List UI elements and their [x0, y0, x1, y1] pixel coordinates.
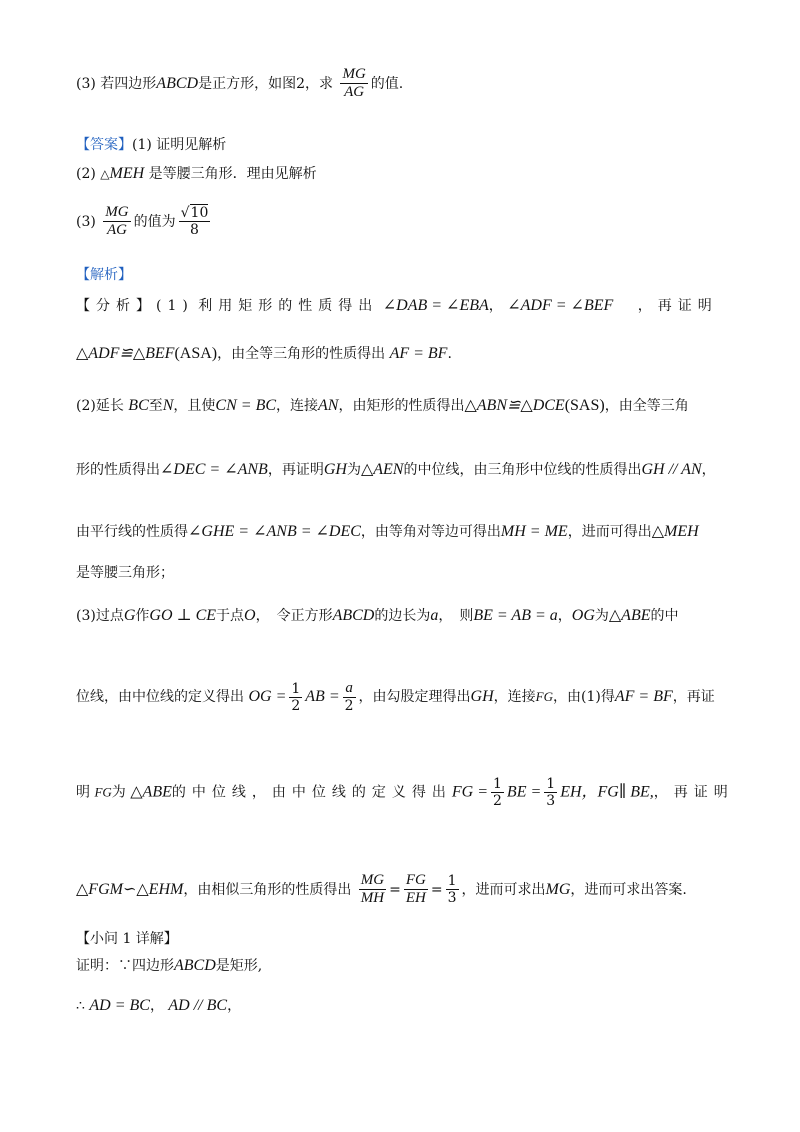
text: 为 — [594, 608, 609, 624]
abcd: ABCD — [332, 607, 375, 624]
q3-text: 是正方形，如图 — [198, 75, 297, 92]
text: 由平行线的性质得 — [76, 524, 188, 540]
answer-label — [76, 138, 226, 152]
numerator: MG — [359, 872, 386, 890]
a: a — [430, 607, 439, 624]
tri: △ABE — [608, 607, 651, 624]
expr: △ADF≌△BEF — [76, 345, 175, 362]
text: ， 令正方形 — [255, 608, 333, 624]
g: G — [123, 607, 136, 624]
fg: FG — [94, 784, 112, 800]
analysis-p4 — [76, 462, 716, 478]
text: 形的性质得出 — [76, 462, 160, 478]
therefore: ∴ — [76, 998, 85, 1014]
denominator: 2 — [291, 697, 301, 714]
equals: = — [430, 881, 443, 898]
fg: FG = — [451, 783, 488, 801]
text: ， — [227, 998, 242, 1014]
text: ，由相似三角形的性质得出 — [183, 881, 352, 898]
text: 的中位线，由三角形中位线的性质得出 — [403, 462, 642, 478]
text: . — [447, 346, 452, 362]
text: ，由勾股定理得出 — [358, 689, 471, 706]
analysis-p8 — [76, 680, 715, 714]
expr: CN = BC — [215, 397, 277, 414]
sas: (SAS) — [564, 397, 605, 414]
text: 的边长为 — [374, 608, 431, 624]
expr: GO ⊥ CE — [149, 607, 217, 624]
mg-mh-fraction — [359, 872, 386, 908]
numerator: 1 — [493, 776, 502, 792]
text: ， — [701, 462, 716, 478]
text: ， 则 — [438, 608, 474, 624]
answer-2-text: 是等腰三角形．理由见解析 — [148, 166, 317, 182]
answer-3-fraction — [103, 204, 130, 240]
expr: △ABN≌△DCE — [464, 397, 565, 414]
numerator: 1 — [546, 776, 556, 792]
text: ，进而可求出 — [461, 881, 546, 898]
expr: ∠ADF = ∠BEF — [507, 297, 614, 314]
text: ，进而可得出 — [567, 524, 652, 540]
q3-number: (3) — [76, 75, 96, 92]
a-half-fraction — [343, 680, 356, 714]
text: 证明：∵四边形 — [76, 958, 174, 974]
text: 延长 — [95, 398, 124, 414]
q3-fig-number: 2 — [296, 75, 305, 92]
detail-1-line-1 — [76, 958, 262, 974]
analysis-p6: 是等腰三角形； — [76, 565, 174, 581]
denominator: 3 — [447, 890, 457, 907]
expr: AF = BF — [389, 345, 448, 362]
answer-2 — [76, 166, 317, 182]
text: ，由全等三角 — [604, 398, 689, 414]
text: 至 — [148, 398, 163, 414]
denominator: MH — [360, 890, 385, 907]
text: 利用矩形的性质得出 — [198, 298, 379, 314]
answer-label-text: 【答案】 — [76, 137, 132, 153]
analysis-p1 — [76, 298, 718, 314]
expr: MH = ME — [500, 523, 568, 540]
q3-text: 若四边形 — [100, 75, 157, 92]
third-fraction — [544, 776, 557, 809]
triangle-symbol: △ — [100, 167, 110, 181]
text: ，连接 — [276, 398, 319, 414]
numerator: FG — [404, 872, 428, 890]
denominator: 2 — [344, 698, 354, 715]
text: ，由全等三角形的性质得出 — [217, 346, 386, 362]
expr: BE = AB = a — [473, 607, 558, 624]
sqrt-numerator: √10 — [180, 205, 209, 222]
text: ， — [488, 298, 503, 314]
answer-3-value — [179, 205, 211, 238]
text: 为 — [346, 462, 361, 478]
text: ，连接 — [493, 689, 536, 706]
answer-3 — [76, 204, 213, 240]
denominator: AG — [106, 222, 127, 239]
answer-3-text: 的值为 — [133, 213, 176, 230]
asa: (ASA) — [174, 345, 218, 362]
q3-line — [76, 66, 403, 102]
equals: = — [389, 881, 401, 898]
part-number: (3) — [76, 608, 96, 624]
text: 明 — [76, 784, 90, 801]
analysis-p7 — [76, 608, 679, 624]
numerator: 1 — [291, 680, 301, 697]
analysis-p2 — [76, 346, 452, 362]
text: 的中 — [650, 608, 679, 624]
part-number: (1) — [156, 298, 194, 314]
og: OG — [571, 607, 595, 624]
fg-eh-fraction — [404, 872, 428, 908]
gh: GH — [323, 461, 347, 478]
tri: △MEH — [651, 523, 699, 540]
expr: GH // AN — [641, 461, 702, 478]
half-fraction — [289, 681, 302, 714]
be: BE = — [506, 783, 542, 801]
bc: BC — [128, 397, 149, 414]
text: ， — [149, 998, 164, 1014]
denominator: AG — [344, 84, 365, 101]
expr: ∠DEC = ∠ANB — [160, 461, 268, 478]
part-number: (2) — [76, 398, 96, 414]
text: 的中位线，由中位线的定义得出 — [171, 784, 452, 801]
q3-text: ，求 — [305, 75, 333, 92]
text: ，再证 — [672, 689, 715, 706]
gh: GH — [470, 688, 494, 706]
expr: AF = BF — [614, 688, 673, 706]
n: N — [162, 397, 174, 414]
denominator: 8 — [190, 222, 199, 239]
answer-3-number: (3) — [76, 213, 96, 230]
tri: △AEN — [360, 461, 404, 478]
q3-text: 的值. — [370, 75, 404, 92]
text: 为 — [111, 784, 126, 801]
analysis-tag: 【分析】 — [76, 298, 156, 314]
detail-1-label: 【小问 1 详解】 — [76, 931, 178, 947]
expr: AD // BC — [168, 997, 228, 1014]
text: ，再证明 — [653, 784, 734, 801]
fg: FG — [535, 689, 553, 705]
abcd: ABCD — [174, 957, 216, 974]
expr: AD = BC — [89, 997, 150, 1014]
analysis-p3 — [76, 398, 689, 414]
q3-abcd: ABCD — [156, 74, 199, 92]
numerator: 1 — [447, 873, 457, 890]
numerator: a — [343, 680, 356, 698]
analysis-p9 — [76, 776, 734, 809]
text: ，由等角对等边可得出 — [360, 524, 501, 540]
o: O — [244, 607, 256, 624]
sqrt-value: 10 — [190, 205, 209, 222]
detail-1-line-2 — [76, 998, 241, 1014]
answer-2-number: (2) — [76, 166, 96, 182]
numerator: MG — [340, 66, 367, 84]
text: ，再证明 — [267, 462, 324, 478]
analysis-p5 — [76, 524, 699, 540]
eh: EH，FG∥ BE, — [560, 783, 654, 801]
mg: MG — [545, 880, 571, 898]
text: 过点 — [95, 608, 124, 624]
text: ，由矩形的性质得出 — [338, 398, 465, 414]
denominator: EH — [405, 890, 426, 907]
expr: ∠GHE = ∠ANB = ∠DEC — [188, 523, 361, 540]
text: ，且使 — [173, 398, 216, 414]
denominator: 2 — [493, 793, 502, 810]
denominator: 3 — [546, 793, 556, 810]
text: 于点 — [216, 608, 245, 624]
q3-fraction — [340, 66, 367, 102]
text: ，再证明 — [637, 298, 718, 314]
text: ，由(1)得 — [553, 689, 615, 706]
third-fraction — [446, 873, 459, 906]
expr: △FGM∽△EHM — [76, 880, 184, 898]
numerator: MG — [103, 204, 130, 222]
meh: MEH — [109, 165, 145, 182]
text: 位线，由中位线的定义得出 — [76, 689, 244, 706]
half-fraction — [491, 776, 504, 809]
ab: AB = — [305, 688, 340, 706]
text: ，进而可求出答案. — [570, 881, 687, 898]
analysis-label: 【解析】 — [76, 267, 132, 283]
og: OG = — [248, 688, 287, 706]
text: ， — [557, 608, 572, 624]
analysis-p10 — [76, 872, 687, 908]
text: 作 — [135, 608, 150, 624]
text: 是矩形, — [215, 958, 263, 974]
tri: △ABE — [130, 783, 172, 801]
answer-1: (1) 证明见解析 — [132, 137, 227, 153]
an: AN — [318, 397, 339, 414]
expr: ∠DAB = ∠EBA — [382, 297, 489, 314]
